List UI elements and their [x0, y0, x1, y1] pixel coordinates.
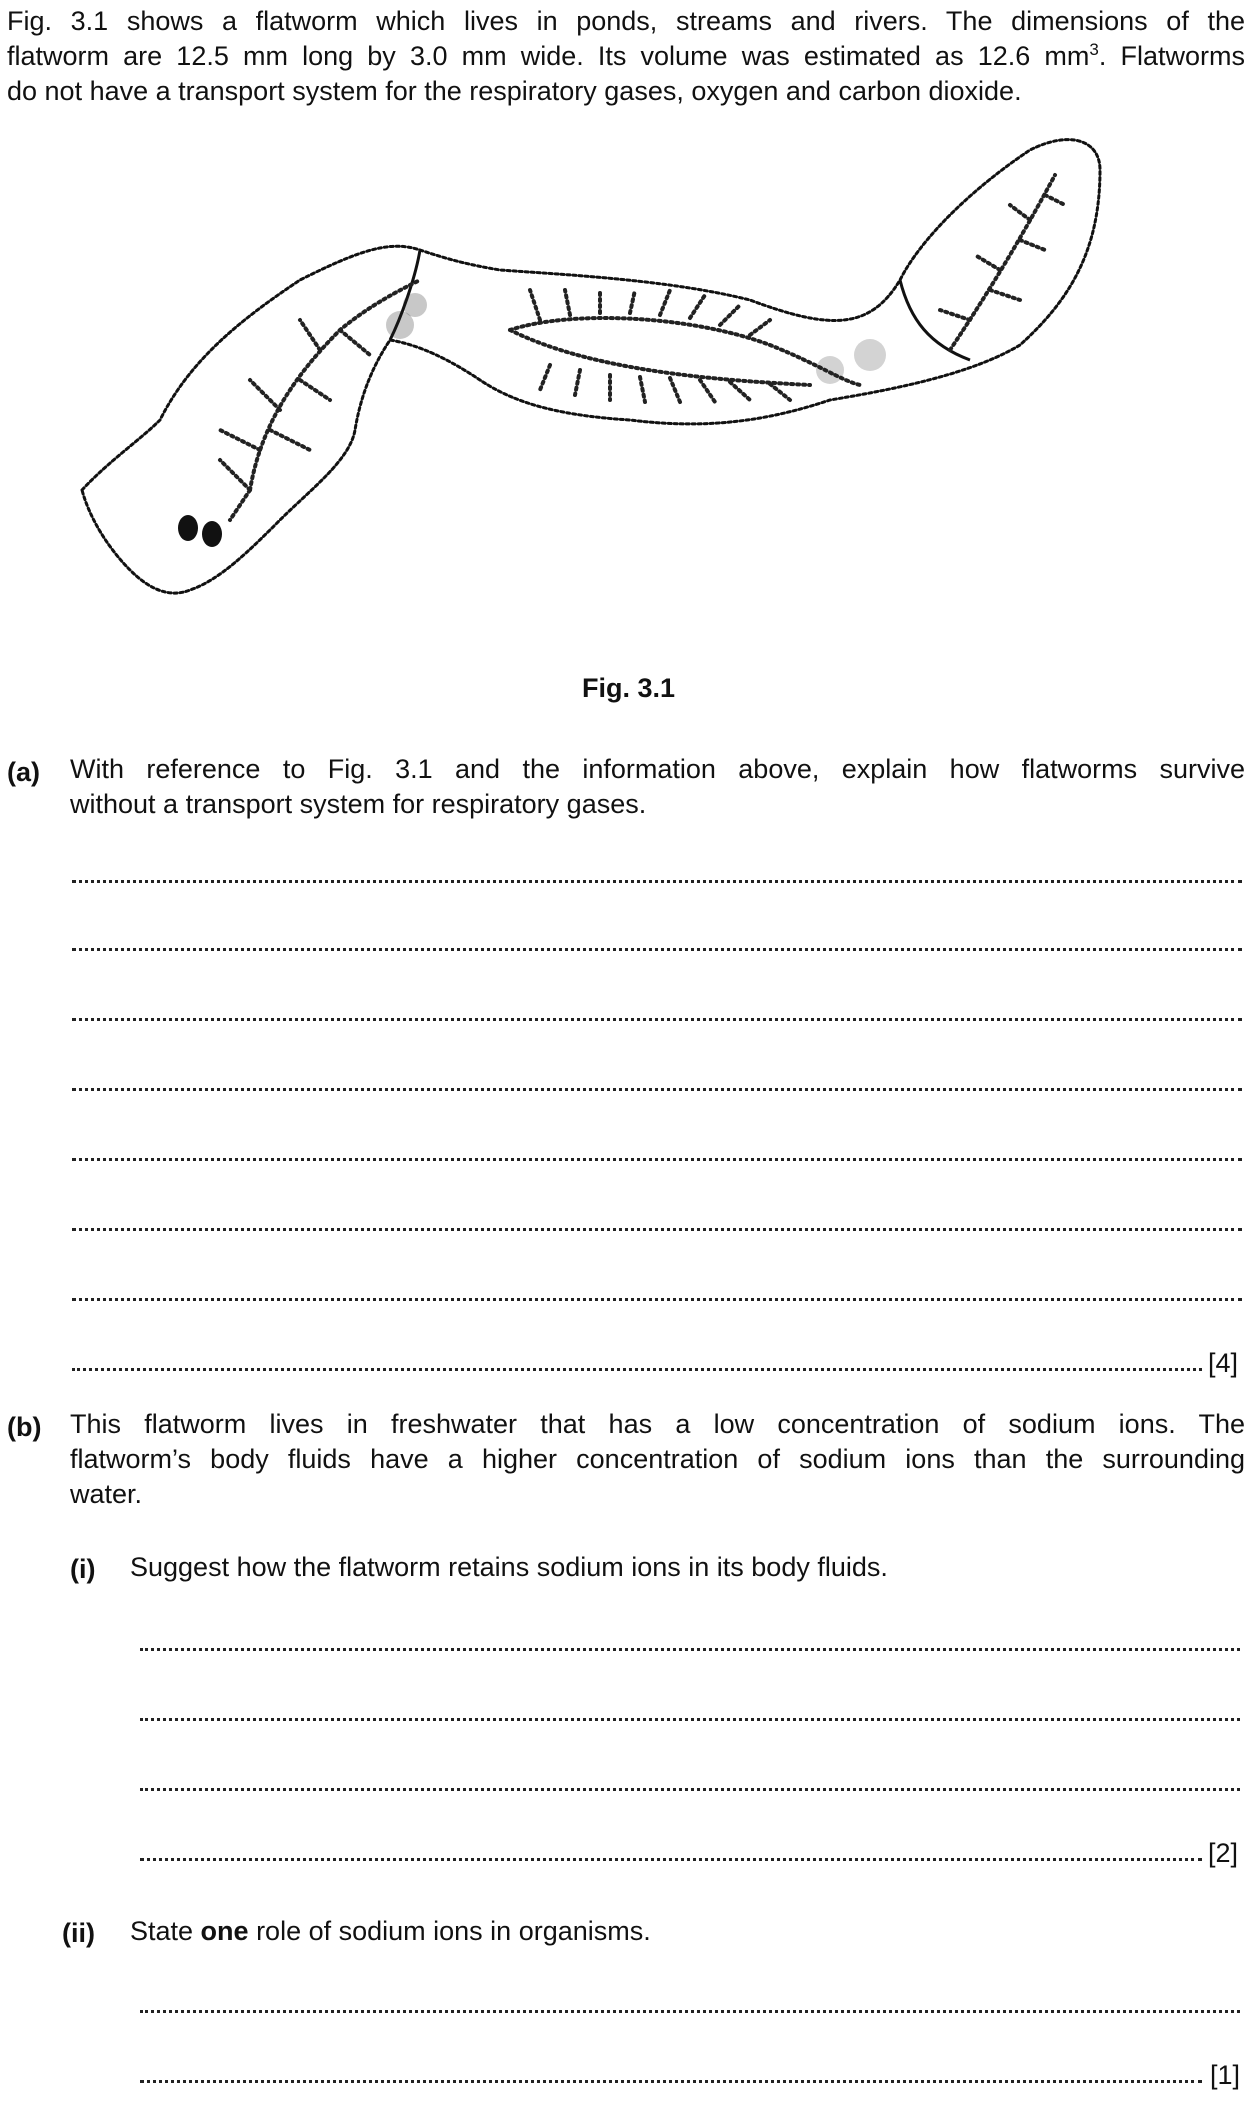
right-eye-icon: [202, 521, 222, 547]
answer-line[interactable]: [72, 1018, 1242, 1021]
body-speckles: [386, 293, 886, 384]
part-a-line-2: without a transport system for respiratory gases.: [70, 789, 647, 819]
part-b-ii-bold-word: one: [200, 1916, 249, 1946]
part-b-i-marks: [2]: [1208, 1838, 1239, 1868]
part-a-label: (a): [7, 757, 40, 787]
answer-line[interactable]: [72, 880, 1242, 883]
answer-line[interactable]: [140, 1858, 1202, 1861]
part-b-i-question: Suggest how the flatworm retains sodium ions in its body fluids.: [130, 1552, 888, 1582]
intro-paragraph: [7, 4, 1245, 109]
intro-line-1: Fig. 3.1 shows a flatworm which lives in ponds, streams and rivers. The dimensions of the: [7, 6, 1245, 36]
part-a-question: [70, 752, 1245, 822]
part-a-marks: [4]: [1208, 1348, 1239, 1378]
answer-line[interactable]: [140, 1788, 1240, 1791]
part-b-ii-text-end: role of sodium ions in organisms.: [248, 1916, 651, 1946]
superscript-three: 3: [1089, 40, 1099, 59]
flatworm-outline: [82, 140, 1100, 593]
answer-line[interactable]: [140, 2080, 1202, 2083]
left-eye-icon: [178, 515, 198, 541]
part-b-ii-marks: [1]: [1210, 2060, 1241, 2090]
figure-caption: Fig. 3.1: [581, 673, 676, 703]
answer-line[interactable]: [140, 1718, 1240, 1721]
flatworm-illustration: [70, 130, 1190, 650]
part-b-line-3: water.: [70, 1479, 143, 1509]
part-b-ii-label: (ii): [62, 1918, 95, 1948]
part-b-stem: [70, 1407, 1245, 1512]
part-b-i-label: (i): [70, 1554, 96, 1584]
part-b-line-1: This flatworm lives in freshwater that has a low concentration of sodium ions. The: [70, 1409, 1245, 1439]
part-b-label: (b): [7, 1412, 42, 1442]
answer-line[interactable]: [72, 1368, 1202, 1371]
intro-line-2-end: . Flatworms: [1098, 41, 1245, 71]
answer-line[interactable]: [140, 2010, 1240, 2013]
answer-line[interactable]: [72, 948, 1242, 951]
part-b-line-2: flatworm’s body fluids have a higher concentration of sodium ions than the surrounding: [70, 1444, 1245, 1474]
answer-line[interactable]: [72, 1088, 1242, 1091]
intro-line-2: [7, 39, 1245, 74]
part-b-ii-text-start: State: [130, 1916, 201, 1946]
intro-line-2-text: flatworm are 12.5 mm long by 3.0 mm wide. Its volume was estimated as 12.6 mm: [7, 41, 1090, 71]
part-a-line-1: With reference to Fig. 3.1 and the information above, explain how flatworms survive: [70, 754, 1245, 784]
fold-line-tail: [900, 280, 970, 360]
intro-line-3: do not have a transport system for the respiratory gases, oxygen and carbon dioxide.: [7, 76, 1022, 106]
answer-line[interactable]: [72, 1298, 1242, 1301]
answer-line[interactable]: [72, 1158, 1242, 1161]
part-b-ii-question: [130, 1914, 1230, 1949]
answer-line[interactable]: [72, 1228, 1242, 1231]
answer-line[interactable]: [140, 1648, 1240, 1651]
